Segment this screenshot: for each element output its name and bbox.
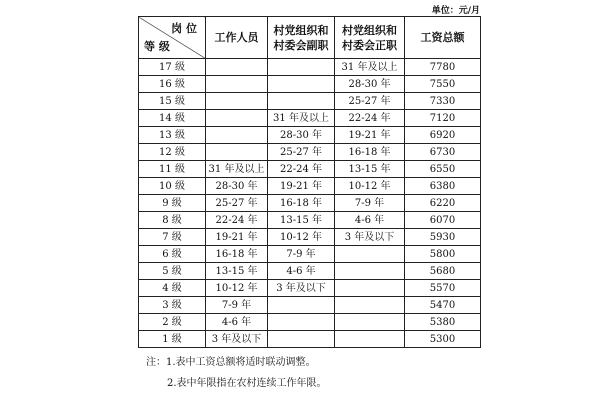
header-deputy-line2: 村委会副职 [273, 38, 329, 52]
table-row [139, 229, 481, 246]
note-2: 2.表中年限指在农村连续工作年限。 [167, 378, 327, 389]
cell-deputy: 28-30 年 [268, 127, 335, 144]
cell-grade: 8 级 [139, 212, 206, 229]
cell-total: 7780 [405, 59, 481, 76]
table-row [139, 93, 481, 110]
table-row [139, 280, 481, 297]
header-worker: 工作人员 [206, 17, 268, 59]
cell-total: 7550 [405, 76, 481, 93]
cell-grade: 17 级 [139, 59, 206, 76]
cell-chief [335, 280, 405, 297]
cell-chief: 13-15 年 [335, 161, 405, 178]
header-position-label: 岗 位 [171, 22, 197, 35]
cell-grade: 6 级 [139, 246, 206, 263]
cell-grade: 15 级 [139, 93, 206, 110]
cell-deputy: 10-12 年 [268, 229, 335, 246]
cell-total: 5470 [405, 297, 481, 314]
header-total: 工资总额 [405, 17, 481, 59]
cell-deputy [268, 76, 335, 93]
table-row [139, 263, 481, 280]
table-row [139, 110, 481, 127]
cell-grade: 3 级 [139, 297, 206, 314]
cell-grade: 9 级 [139, 195, 206, 212]
diagonal-header-cell [139, 17, 206, 59]
cell-worker: 4-6 年 [206, 314, 268, 331]
cell-total: 5380 [405, 314, 481, 331]
cell-chief: 10-12 年 [335, 178, 405, 195]
cell-grade: 7 级 [139, 229, 206, 246]
cell-worker: 3 年及以下 [206, 331, 268, 348]
header-deputy-line1: 村党组织和 [273, 23, 329, 37]
cell-chief [335, 331, 405, 348]
cell-total: 5570 [405, 280, 481, 297]
table-row [139, 59, 481, 76]
cell-grade: 4 级 [139, 280, 206, 297]
cell-grade: 10 级 [139, 178, 206, 195]
cell-worker [206, 59, 268, 76]
cell-chief [335, 314, 405, 331]
cell-total: 6920 [405, 127, 481, 144]
cell-total: 5300 [405, 331, 481, 348]
cell-deputy [268, 297, 335, 314]
cell-worker: 31 年及以上 [206, 161, 268, 178]
header-deputy [268, 17, 335, 59]
salary-table [138, 16, 481, 348]
cell-deputy [268, 331, 335, 348]
cell-total: 7120 [405, 110, 481, 127]
cell-worker: 22-24 年 [206, 212, 268, 229]
note-1: 注：1.表中工资总额将适时联动调整。 [146, 357, 316, 368]
cell-chief [335, 297, 405, 314]
table-row [139, 127, 481, 144]
cell-worker [206, 93, 268, 110]
cell-chief: 25-27 年 [335, 93, 405, 110]
table-row [139, 212, 481, 229]
header-chief-line1: 村党组织和 [342, 23, 397, 37]
cell-chief: 7-9 年 [335, 195, 405, 212]
cell-deputy: 16-18 年 [268, 195, 335, 212]
cell-grade: 14 级 [139, 110, 206, 127]
table-row [139, 161, 481, 178]
cell-deputy [268, 93, 335, 110]
cell-deputy: 7-9 年 [268, 246, 335, 263]
cell-worker [206, 76, 268, 93]
cell-chief [335, 263, 405, 280]
cell-deputy: 31 年及以上 [268, 110, 335, 127]
cell-worker [206, 144, 268, 161]
cell-chief: 22-24 年 [335, 110, 405, 127]
cell-deputy: 25-27 年 [268, 144, 335, 161]
cell-chief: 19-21 年 [335, 127, 405, 144]
table-row [139, 331, 481, 348]
header-grade-label: 等 级 [144, 40, 170, 53]
table-row [139, 144, 481, 161]
cell-worker: 10-12 年 [206, 280, 268, 297]
cell-grade: 1 级 [139, 331, 206, 348]
cell-deputy: 4-6 年 [268, 263, 335, 280]
cell-chief: 28-30 年 [335, 76, 405, 93]
unit-label: 单位：元/月 [431, 6, 480, 16]
cell-deputy: 22-24 年 [268, 161, 335, 178]
cell-grade: 5 级 [139, 263, 206, 280]
cell-grade: 13 级 [139, 127, 206, 144]
cell-total: 6380 [405, 178, 481, 195]
table-row [139, 76, 481, 93]
header-row [139, 17, 481, 59]
cell-total: 5800 [405, 246, 481, 263]
table-row [139, 246, 481, 263]
cell-worker: 28-30 年 [206, 178, 268, 195]
cell-chief: 4-6 年 [335, 212, 405, 229]
header-chief [335, 17, 405, 59]
table-row [139, 297, 481, 314]
cell-total: 5680 [405, 263, 481, 280]
cell-chief: 3 年及以下 [335, 229, 405, 246]
cell-grade: 2 级 [139, 314, 206, 331]
cell-deputy [268, 59, 335, 76]
cell-worker: 25-27 年 [206, 195, 268, 212]
cell-worker [206, 110, 268, 127]
table-row [139, 195, 481, 212]
cell-worker [206, 127, 268, 144]
cell-worker: 16-18 年 [206, 246, 268, 263]
cell-worker: 7-9 年 [206, 297, 268, 314]
cell-chief [335, 246, 405, 263]
cell-grade: 16 级 [139, 76, 206, 93]
cell-total: 7330 [405, 93, 481, 110]
cell-deputy [268, 314, 335, 331]
cell-deputy: 13-15 年 [268, 212, 335, 229]
cell-total: 6070 [405, 212, 481, 229]
table-row [139, 314, 481, 331]
cell-worker: 19-21 年 [206, 229, 268, 246]
cell-total: 6730 [405, 144, 481, 161]
cell-chief: 31 年及以上 [335, 59, 405, 76]
cell-grade: 11 级 [139, 161, 206, 178]
cell-worker: 13-15 年 [206, 263, 268, 280]
table-body [139, 59, 481, 348]
cell-total: 6220 [405, 195, 481, 212]
header-chief-line2: 村委会正职 [342, 38, 397, 52]
cell-deputy: 19-21 年 [268, 178, 335, 195]
table-row [139, 178, 481, 195]
cell-grade: 12 级 [139, 144, 206, 161]
cell-total: 6550 [405, 161, 481, 178]
cell-total: 5930 [405, 229, 481, 246]
cell-chief: 16-18 年 [335, 144, 405, 161]
table-header [139, 17, 481, 59]
cell-deputy: 3 年及以下 [268, 280, 335, 297]
